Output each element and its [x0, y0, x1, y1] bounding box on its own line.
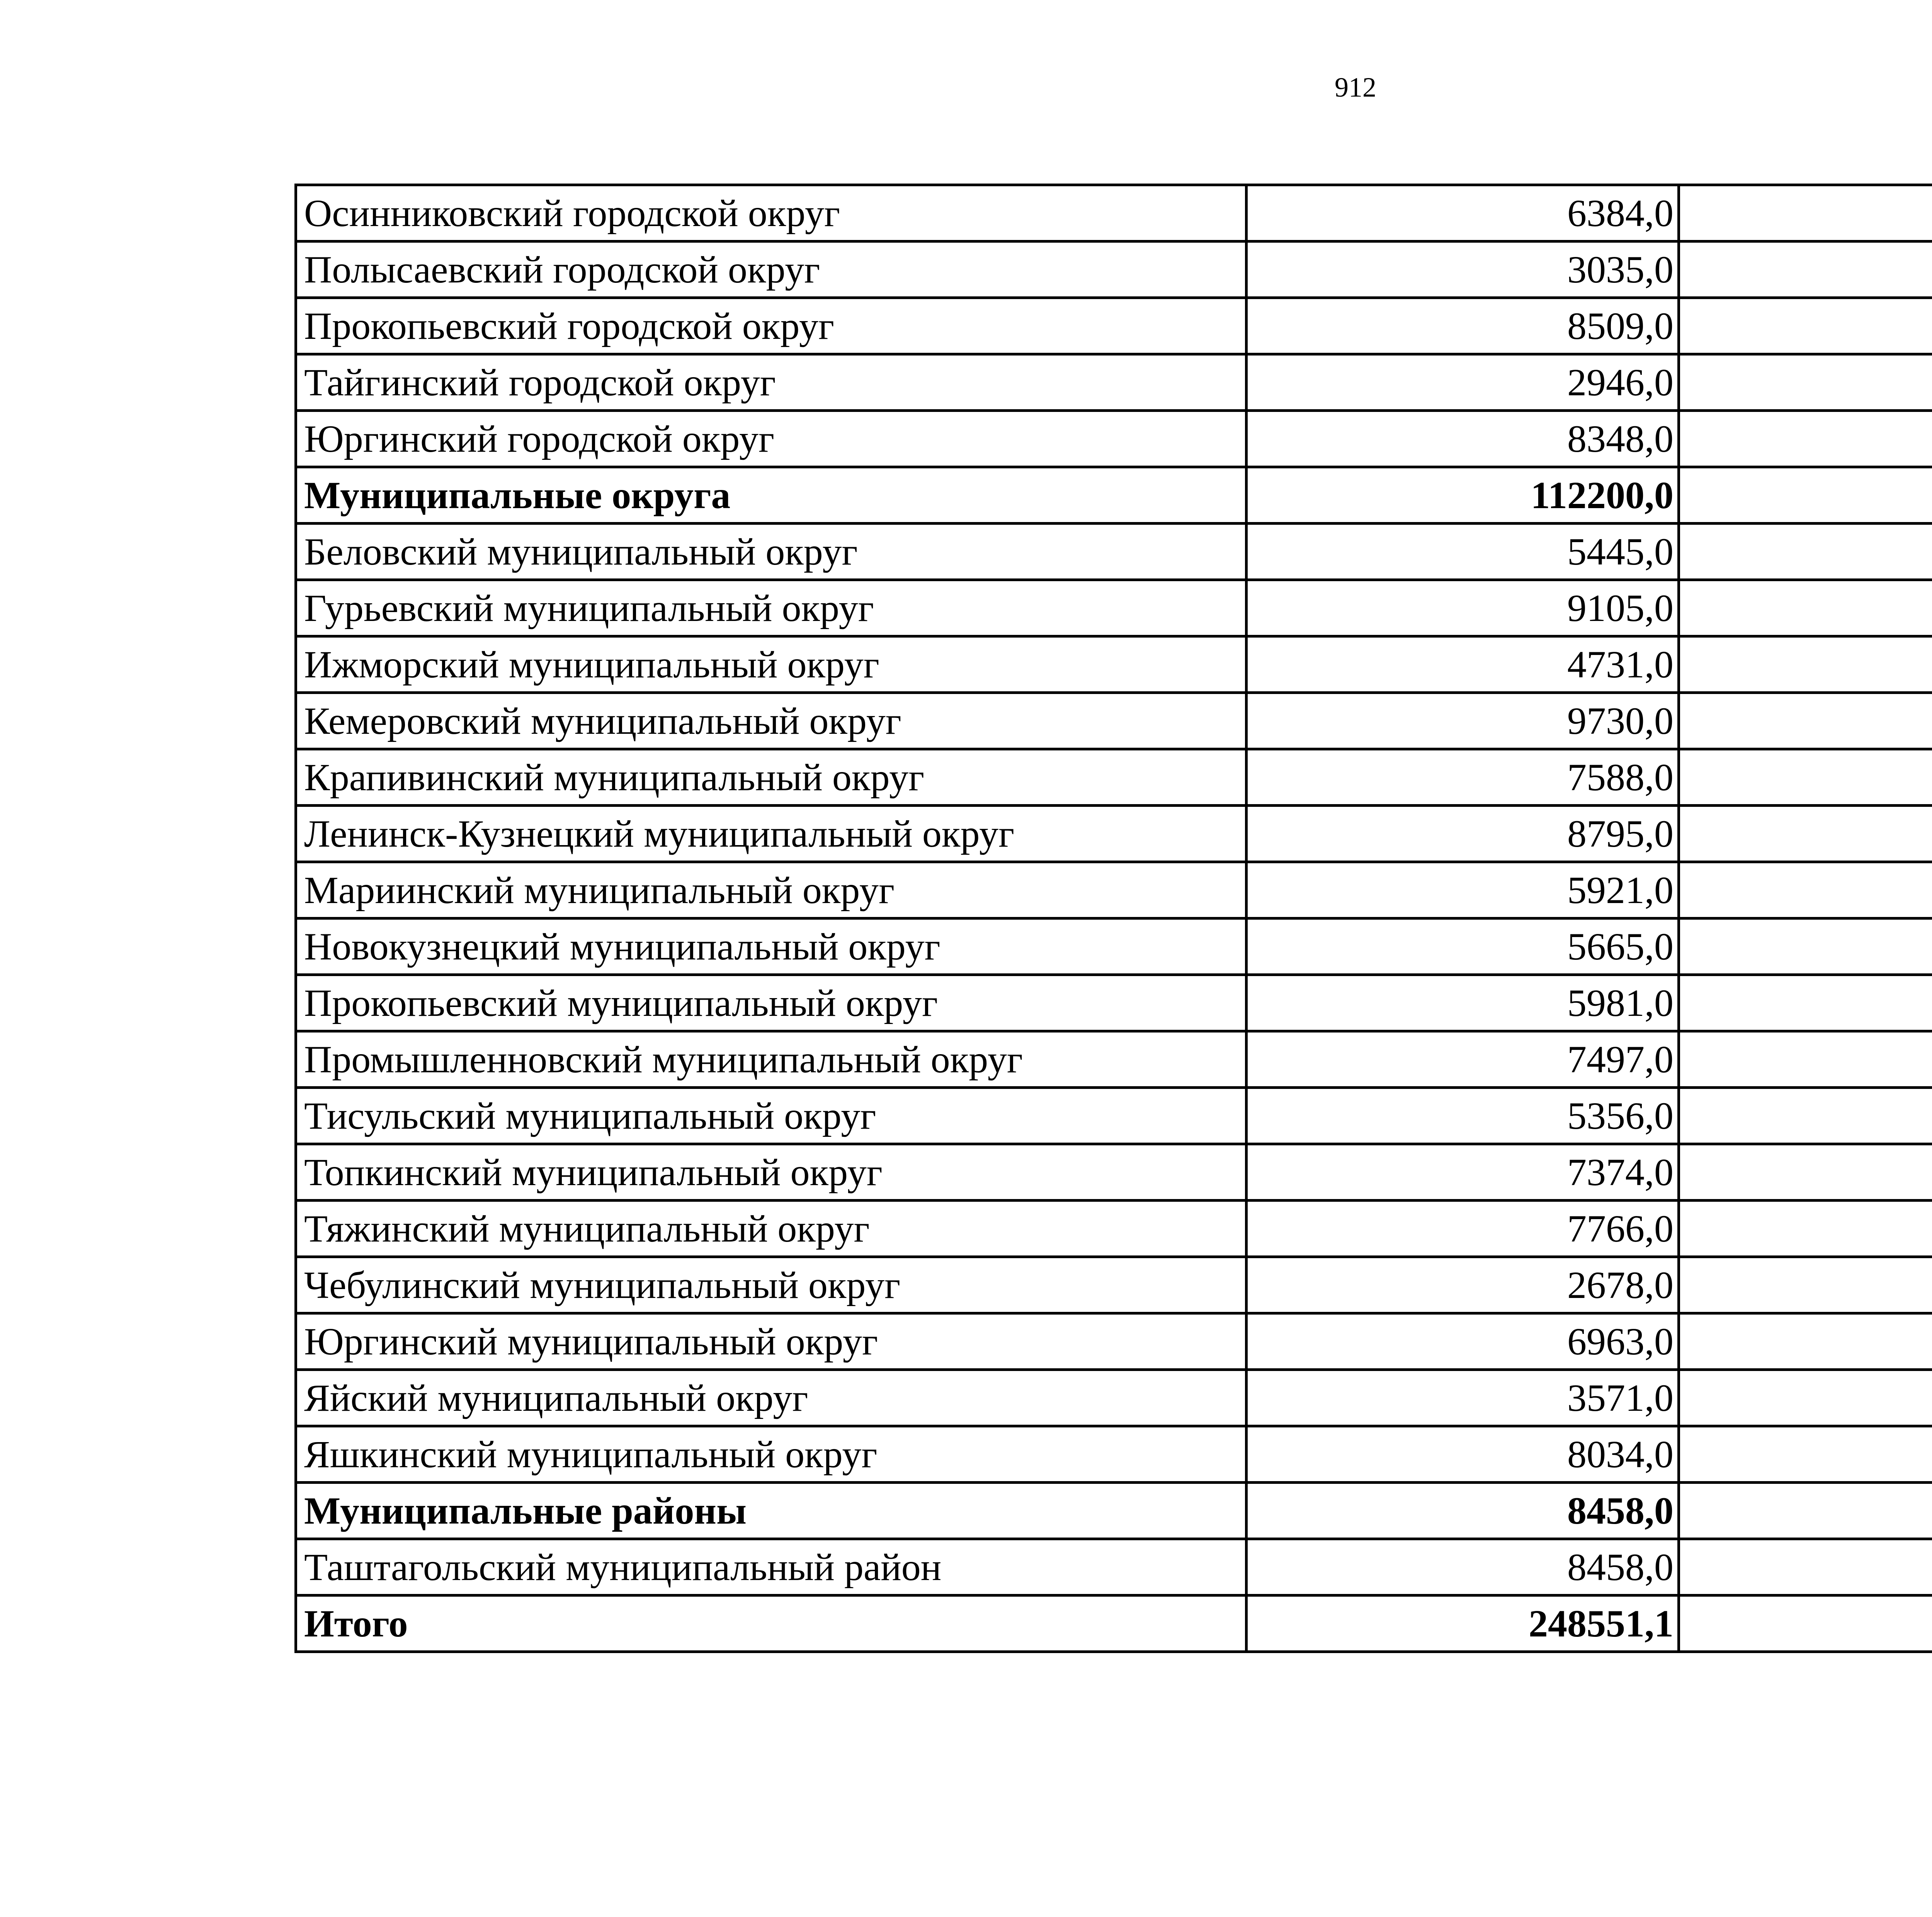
table-row [296, 1257, 1932, 1313]
value-cell-2 [1679, 298, 1932, 354]
value-cell-1: 248551,1 [1247, 1596, 1679, 1652]
table-row [296, 862, 1932, 919]
row-name-cell: Крапивинский муниципальный округ [296, 749, 1247, 806]
value-cell-2 [1679, 1201, 1932, 1257]
value-cell-2 [1679, 242, 1932, 298]
row-name-cell: Яшкинский муниципальный округ [296, 1426, 1247, 1483]
table-row [296, 749, 1932, 806]
row-name-cell: Яйский муниципальный округ [296, 1370, 1247, 1426]
row-name-cell: Топкинский муниципальный округ [296, 1144, 1247, 1201]
value-cell-1: 6963,0 [1247, 1313, 1679, 1370]
row-name-cell: Прокопьевский муниципальный округ [296, 975, 1247, 1031]
row-name-cell: Тяжинский муниципальный округ [296, 1201, 1247, 1257]
value-cell-2 [1679, 1257, 1932, 1313]
value-cell-1: 6384,0 [1247, 185, 1679, 242]
value-cell-1: 7588,0 [1247, 749, 1679, 806]
value-cell-2 [1679, 1539, 1932, 1596]
value-cell-2 [1679, 1483, 1932, 1539]
value-cell-2 [1679, 1313, 1932, 1370]
row-name-cell: Тайгинский городской округ [296, 354, 1247, 411]
table-row [296, 1144, 1932, 1201]
row-name-cell: Чебулинский муниципальный округ [296, 1257, 1247, 1313]
value-cell-1: 7497,0 [1247, 1031, 1679, 1088]
row-name-cell: Осинниковский городской округ [296, 185, 1247, 242]
value-cell-2 [1679, 862, 1932, 919]
value-cell-1: 8458,0 [1247, 1539, 1679, 1596]
value-cell-1: 4731,0 [1247, 636, 1679, 693]
table-row [296, 1313, 1932, 1370]
table-row [296, 693, 1932, 749]
value-cell-2 [1679, 975, 1932, 1031]
value-cell-2 [1679, 1370, 1932, 1426]
row-name-cell: Таштагольский муниципальный район [296, 1539, 1247, 1596]
table-row [296, 524, 1932, 580]
value-cell-1: 8034,0 [1247, 1426, 1679, 1483]
table-row [296, 1201, 1932, 1257]
row-name-cell: Гурьевский муниципальный округ [296, 580, 1247, 636]
row-name-cell: Итого [296, 1596, 1247, 1652]
table-row [296, 185, 1932, 242]
table-row [296, 354, 1932, 411]
value-cell-2 [1679, 1144, 1932, 1201]
table-row [296, 1370, 1932, 1426]
value-cell-1: 5356,0 [1247, 1088, 1679, 1144]
total-row [296, 1596, 1932, 1652]
value-cell-2 [1679, 467, 1932, 524]
value-cell-1: 7766,0 [1247, 1201, 1679, 1257]
value-cell-1: 5981,0 [1247, 975, 1679, 1031]
table-row [296, 1539, 1932, 1596]
row-name-cell: Тисульский муниципальный округ [296, 1088, 1247, 1144]
subtotal-row [296, 1483, 1932, 1539]
row-name-cell: Ижморский муниципальный округ [296, 636, 1247, 693]
budget-table [294, 184, 1932, 1653]
value-cell-1: 5921,0 [1247, 862, 1679, 919]
row-name-cell: Ленинск-Кузнецкий муниципальный округ [296, 806, 1247, 862]
table-row [296, 975, 1932, 1031]
row-name-cell: Прокопьевский городской округ [296, 298, 1247, 354]
value-cell-1: 2678,0 [1247, 1257, 1679, 1313]
row-name-cell: Муниципальные округа [296, 467, 1247, 524]
table-row [296, 919, 1932, 975]
row-name-cell: Мариинский муниципальный округ [296, 862, 1247, 919]
value-cell-2 [1679, 1088, 1932, 1144]
table-row [296, 1426, 1932, 1483]
value-cell-1: 8458,0 [1247, 1483, 1679, 1539]
value-cell-1: 8795,0 [1247, 806, 1679, 862]
table-body [296, 185, 1932, 1652]
table-row [296, 411, 1932, 467]
table-row [296, 242, 1932, 298]
value-cell-2 [1679, 524, 1932, 580]
value-cell-2 [1679, 693, 1932, 749]
value-cell-2 [1679, 919, 1932, 975]
page-number: 912 [1335, 72, 1376, 103]
value-cell-2 [1679, 411, 1932, 467]
row-name-cell: Юргинский муниципальный округ [296, 1313, 1247, 1370]
value-cell-2 [1679, 580, 1932, 636]
value-cell-2 [1679, 749, 1932, 806]
value-cell-2 [1679, 1596, 1932, 1652]
value-cell-1: 9730,0 [1247, 693, 1679, 749]
value-cell-1: 5445,0 [1247, 524, 1679, 580]
row-name-cell: Кемеровский муниципальный округ [296, 693, 1247, 749]
value-cell-2 [1679, 354, 1932, 411]
value-cell-2 [1679, 1031, 1932, 1088]
value-cell-1: 5665,0 [1247, 919, 1679, 975]
value-cell-1: 9105,0 [1247, 580, 1679, 636]
value-cell-1: 112200,0 [1247, 467, 1679, 524]
row-name-cell: Юргинский городской округ [296, 411, 1247, 467]
value-cell-2 [1679, 636, 1932, 693]
value-cell-2 [1679, 1426, 1932, 1483]
subtotal-row [296, 467, 1932, 524]
table-row [296, 580, 1932, 636]
row-name-cell: Новокузнецкий муниципальный округ [296, 919, 1247, 975]
table-row [296, 636, 1932, 693]
value-cell-1: 3035,0 [1247, 242, 1679, 298]
value-cell-1: 3571,0 [1247, 1370, 1679, 1426]
value-cell-1: 8348,0 [1247, 411, 1679, 467]
value-cell-2 [1679, 806, 1932, 862]
value-cell-2 [1679, 185, 1932, 242]
row-name-cell: Промышленновский муниципальный округ [296, 1031, 1247, 1088]
value-cell-1: 8509,0 [1247, 298, 1679, 354]
row-name-cell: Муниципальные районы [296, 1483, 1247, 1539]
table-row [296, 1031, 1932, 1088]
row-name-cell: Беловский муниципальный округ [296, 524, 1247, 580]
row-name-cell: Полысаевский городской округ [296, 242, 1247, 298]
table-row [296, 1088, 1932, 1144]
table-row [296, 298, 1932, 354]
table-row [296, 806, 1932, 862]
value-cell-1: 2946,0 [1247, 354, 1679, 411]
value-cell-1: 7374,0 [1247, 1144, 1679, 1201]
